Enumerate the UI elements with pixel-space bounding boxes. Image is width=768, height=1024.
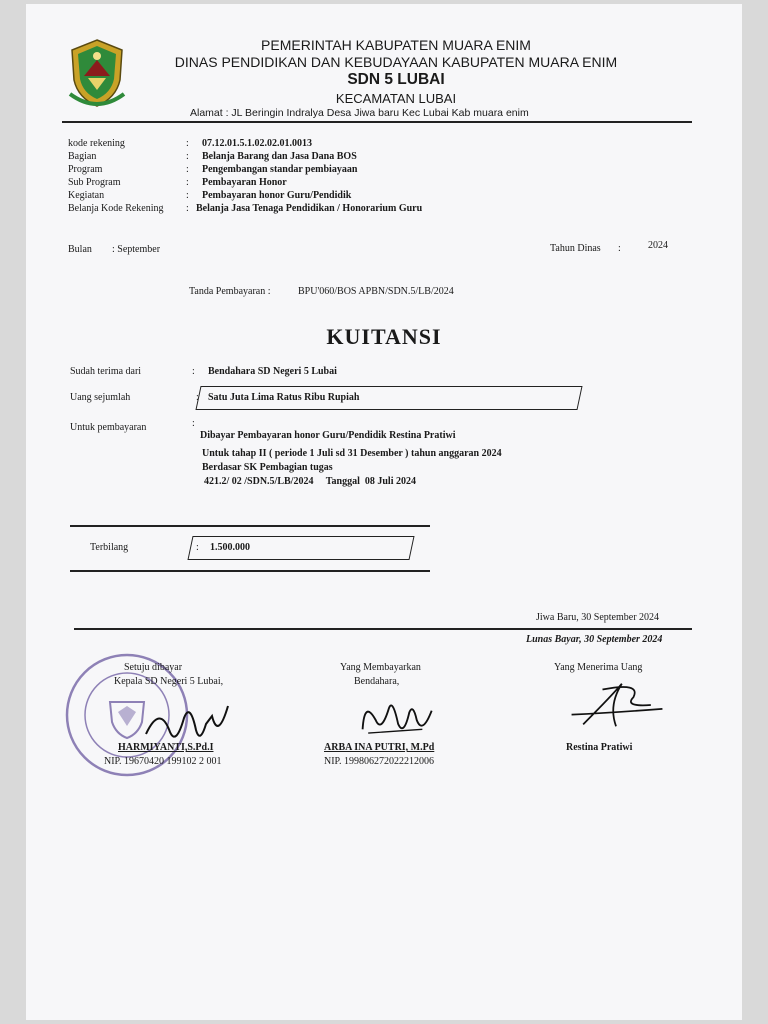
detail-value: Belanja Jasa Tenaga Pendidikan / Honorarium Guru	[196, 203, 423, 214]
bulan-label: Bulan	[68, 244, 92, 255]
detail-value: 07.12.01.5.1.02.02.01.0013	[202, 138, 312, 149]
detail-value: Pembayaran Honor	[202, 177, 287, 188]
terbilang-bottom-rule	[70, 570, 430, 572]
middle-sign-line2: Bendahara,	[354, 676, 400, 687]
detail-colon: :	[186, 190, 189, 201]
header-rule	[62, 121, 692, 123]
terbilang-label: Terbilang	[90, 542, 129, 553]
document-title: KUITANSI	[326, 324, 442, 349]
detail-value: Belanja Barang dan Jasa Dana BOS	[202, 151, 357, 162]
detail-colon: :	[186, 177, 189, 188]
purpose-colon: :	[192, 418, 195, 429]
tanda-value: BPU'060/BOS APBN/SDN.5/LB/2024	[298, 286, 454, 297]
place-date: Jiwa Baru, 30 September 2024	[536, 612, 660, 623]
detail-label: Program	[68, 164, 103, 175]
tahun-label: Tahun Dinas	[550, 243, 601, 254]
header-district: KECAMATAN LUBAI	[335, 91, 457, 106]
terbilang-top-rule	[70, 525, 430, 527]
terbilang-colon: :	[196, 542, 199, 553]
detail-value: Pengembangan standar pembiayaan	[202, 164, 358, 175]
amount-value: Satu Juta Lima Ratus Ribu Rupiah	[208, 392, 360, 403]
tahun-value: 2024	[648, 240, 668, 251]
detail-label: Kegiatan	[68, 190, 105, 201]
receipt-document	[26, 4, 742, 1020]
left-sign-line2: Kepala SD Negeri 5 Lubai,	[114, 676, 224, 687]
from-colon: :	[192, 366, 195, 377]
purpose-line: Untuk tahap II ( periode 1 Juli sd 31 Desember ) tahun anggaran 2024	[202, 448, 502, 459]
terbilang-value: 1.500.000	[210, 542, 250, 553]
amount-colon: :	[196, 392, 199, 403]
detail-colon: :	[186, 164, 189, 175]
header-department: DINAS PENDIDIKAN DAN KEBUDAYAAN KABUPATEN MUARA ENIM	[174, 54, 618, 70]
detail-label: Bagian	[68, 151, 97, 162]
detail-colon: :	[186, 203, 189, 214]
left-sign-nip: NIP. 19670420 199102 2 001	[104, 756, 222, 767]
detail-label: kode rekening	[68, 138, 125, 149]
middle-sign-nip: NIP. 199806272022212006	[324, 756, 435, 767]
right-sign-line1: Yang Menerima Uang	[554, 662, 643, 673]
from-label: Sudah terima dari	[70, 366, 142, 377]
signature-rule	[74, 628, 692, 630]
detail-colon: :	[186, 138, 189, 149]
amount-label: Uang sejumlah	[70, 392, 131, 403]
purpose-line: Dibayar Pembayaran honor Guru/Pendidik Restina Pratiwi	[200, 430, 456, 441]
header-government: PEMERINTAH KABUPATEN MUARA ENIM	[261, 37, 531, 53]
signature-treasurer-icon	[354, 692, 444, 748]
lunas-bayar: Lunas Bayar, 30 September 2024	[526, 634, 663, 645]
left-sign-name: HARMIYANTI,S.Pd.I	[118, 742, 214, 753]
detail-colon: :	[186, 151, 189, 162]
from-value: Bendahara SD Negeri 5 Lubai	[208, 366, 337, 377]
detail-label: Belanja Kode Rekening	[68, 203, 164, 214]
left-sign-line1: Setuju dibayar	[124, 662, 183, 673]
tanda-label: Tanda Pembayaran :	[189, 286, 271, 297]
purpose-line: 421.2/ 02 /SDN.5/LB/2024 Tanggal 08 Juli 2024	[204, 476, 416, 487]
tahun-colon: :	[618, 243, 621, 254]
purpose-line: Berdasar SK Pembagian tugas	[202, 462, 333, 473]
header-school: SDN 5 LUBAI	[347, 71, 445, 88]
purpose-label: Untuk pembayaran	[70, 422, 147, 433]
detail-value: Pembayaran honor Guru/Pendidik	[202, 190, 352, 201]
signature-recipient-icon	[562, 676, 672, 734]
bulan-value: : September	[112, 244, 161, 255]
right-sign-name: Restina Pratiwi	[566, 742, 633, 753]
detail-label: Sub Program	[68, 177, 121, 188]
middle-sign-line1: Yang Membayarkan	[340, 662, 421, 673]
header-address: Alamat : JL Beringin Indralya Desa Jiwa baru Kec Lubai Kab muara enim	[190, 107, 529, 119]
middle-sign-name: ARBA INA PUTRI, M.Pd	[324, 742, 435, 753]
